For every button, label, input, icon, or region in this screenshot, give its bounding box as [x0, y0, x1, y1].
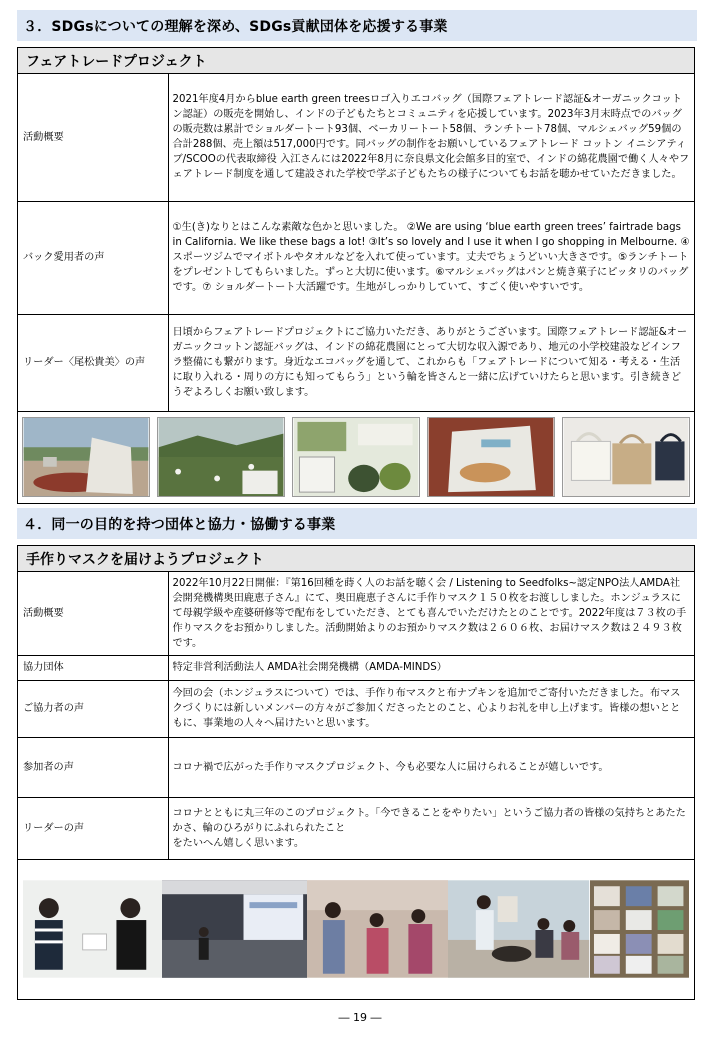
page-number: ― 19 ―	[338, 1011, 382, 1024]
mask-project-title: 手作りマスクを届けようプロジェクト	[18, 546, 694, 572]
section-4-header	[17, 508, 697, 539]
section-3-header	[17, 10, 697, 41]
mask-photo-row	[18, 860, 694, 999]
row-content: コロナ禍で広がった手作りマスクプロジェクト、今も必要な人に届けられることが嬉しいです。	[168, 737, 694, 797]
mask-project-block	[17, 545, 695, 1000]
section-4-title: ４．同一の目的を持つ団体と協力・協働する事業	[23, 516, 336, 533]
table-row	[18, 314, 694, 411]
row-label: 活動概要	[18, 74, 168, 201]
mask-handover-photo	[23, 880, 162, 978]
section-3-title: ３．SDGsについての理解を深め、SDGs貢献団体を応援する事業	[23, 18, 448, 35]
three-bags-photo	[562, 417, 690, 497]
table-row	[18, 680, 694, 737]
row-label: バック愛用者の声	[18, 201, 168, 314]
table-row	[18, 797, 694, 859]
handmade-masks-photo	[590, 880, 689, 978]
row-label: ご協力者の声	[18, 680, 168, 737]
lecture-room-photo	[162, 880, 307, 978]
row-label: 参加者の声	[18, 737, 168, 797]
row-label: 活動概要	[18, 572, 168, 655]
fairtrade-project-table	[18, 74, 694, 412]
cotton-field-photo	[157, 417, 285, 497]
bags-display-photo	[292, 417, 420, 497]
row-content: コロナとともに丸三年のこのプロジェクト。「今できることをやりたい」というご協力者の皆様の気持ちとあたたかさ、輪のひろがりにふれられたこと をたいへん嬉しく思います。	[168, 797, 694, 859]
table-row	[18, 201, 694, 314]
row-label: 協力団体	[18, 655, 168, 680]
fairtrade-photo-row	[18, 412, 694, 502]
row-label: リーダー〈尾松貴美〉の声	[18, 314, 168, 411]
row-content: ①生(き)なりとはこんな素敵な色かと思いました。 ②We are using ‘blue earth green trees’ fairtrade bags in California. We like these bags a lot! ③It’s so lovely and I use it when I go shopping in Melbourne. ④スポーツジムでマイボトルやタオルなどを入れて使っています。丈夫でちょうどいい大きさです。⑤ランチトートをプレゼントしてもらいました。ずっと大切に使います。⑥マルシェバッグはパンと焼き菓子にピッタリのバッグです。⑦ ショルダートート大活躍です。生地がしっかりしていて、すごく使いやすいです。	[168, 201, 694, 314]
fairtrade-project-block	[17, 47, 695, 504]
row-content: 特定非営利活動法人 AMDA社会開発機構（AMDA-MINDS）	[168, 655, 694, 680]
table-row	[18, 655, 694, 680]
mask-project-table	[18, 572, 694, 860]
table-row	[18, 74, 694, 201]
row-content: 今回の会（ホンジュラスについて）では、手作り布マスクと布ナプキンを追加でご寄付いただきました。布マスクづくりには新しいメンバーの方々がご参加くださったとのこと、心よりお礼を申し上げます。皆様の想いとともに、事業地の人々へ届けたいと思います。	[168, 680, 694, 737]
row-content: 2021年度4月からblue earth green treesロゴ入りエコバッグ（国際フェアトレード認証&オーガニックコットン認証）の販売を開始し、インドの子どもたちとコミュニティを応援しています。2023年3月末時点でのバッグの販売数は累計でショルダートート93個、ベーカリートート58個、ランチトート78個、マルシェバッグ59個の合計288個、売上額は517,000円です。同バッグの制作をお願いしているフェアトレード コットン イニシアティブ/SCOOの代表取締役 入江さんには2022年8月に奈良県文化会館多目的室で、インドの綿花農園で働く人々やフェアトレード制度を通して建設された学校で学ぶ子どもたちの様子についてもお話を聴かせていただきました。	[168, 74, 694, 201]
fairtrade-project-title: フェアトレードプロジェクト	[18, 48, 694, 74]
bag-park-photo	[22, 417, 150, 497]
table-row	[18, 737, 694, 797]
honduras-meeting-photo	[448, 880, 589, 978]
row-content: 日頃からフェアトレードプロジェクトにご協力いただき、ありがとうございます。国際フェアトレード認証&オーガニックコットン認証バッグは、インドの綿花農園にとって大切な収入源であり、地元の小学校建設などインフラ整備にも繋がります。身近なエコバッグを通して、これからも「フェアトレードについて知る・考える・生活に取り入れる・周りの方にも知ってもらう」という輪を皆さんと一緒に広げていけたらと思います。引き続きどうぞよろしくお願い致します。	[168, 314, 694, 411]
honduras-women-photo	[307, 880, 448, 978]
table-row	[18, 572, 694, 655]
row-label: リーダーの声	[18, 797, 168, 859]
row-content: 2022年10月22日開催：『第16回種を蒔く人のお話を聴く会 / Listening to Seedfolks~認定NPO法人AMDA社会開発機構奥田鹿恵子さん』にて、奥田鹿恵子さんに手作りマスク１５０枚をお渡ししました。ホンジュラスにて母親学級や産婆研修等で配布をしていただき、とても喜んでいただけたとのことです。2022年度は７３枚の手作りマスクをお預かりしました。活動開始よりのお預かりマスク数は２６０６枚、お届けマスク数は２４９３枚です。	[168, 572, 694, 655]
bread-bag-photo	[427, 417, 555, 497]
